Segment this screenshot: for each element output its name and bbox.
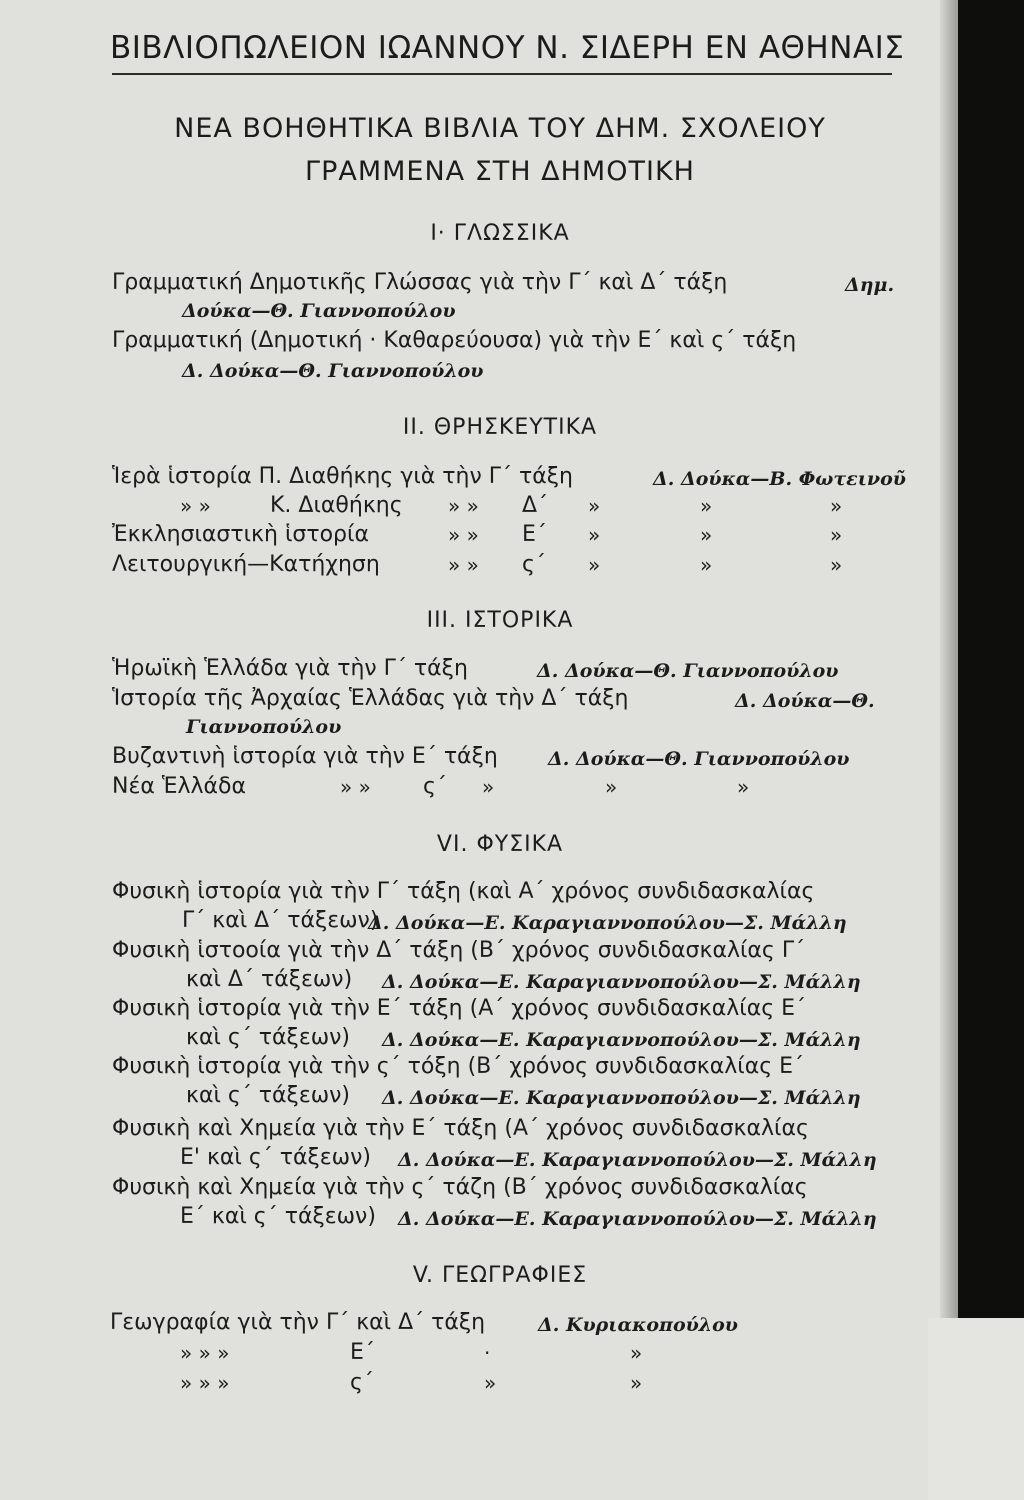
ditto-mark: » » » (180, 1371, 230, 1395)
ditto-mark: » (830, 494, 843, 518)
ditto-mark: » » (448, 494, 479, 518)
book-author: Γιαννοπούλου (186, 716, 342, 738)
book-entry-line: Φυσικὴ ἱστορία γιὰ τὴν Ε΄ τάξη (Α΄ χρόνος συνδιδασκαλίας Ε΄ (112, 996, 807, 1021)
book-entry-line: Ἱστορία τῆς Ἀρχαίας Ἑλλάδας γιὰ τὴν Δ΄ τάξη (112, 686, 629, 711)
book-entry-line: Φυσικὴ καὶ Χημεία γιὰ τὴν Ε΄ τάξη (Α΄ χρόνος συνδιδασκαλίας (112, 1116, 809, 1141)
section-heading-geografies: V. ΓΕΩΓΡΑΦΙΕΣ (412, 1263, 588, 1288)
book-entry-line: Ἐκκλησιαστικὴ ἱστορία (112, 522, 369, 547)
book-entry-line: καὶ ς΄ τάξεων) (186, 1025, 351, 1050)
ditto-mark: » (700, 553, 713, 577)
book-entry-line: Φυσικὴ ἱστορία γιὰ τὴν ς΄ τόξη (Β΄ χρόνος συνδιδασκαλίας Ε΄ (112, 1054, 805, 1079)
book-author: Δ. Δούκα—Ε. Καραγιαννοπούλου—Σ. Μάλλη (382, 971, 861, 993)
ditto-mark: » (630, 1341, 643, 1365)
grade-label: ς΄ (423, 774, 447, 799)
paper-label (928, 1318, 1024, 1500)
header-rule (112, 73, 892, 75)
book-entry-line: καὶ Δ΄ τάξεων) (186, 967, 353, 992)
ditto-mark: » (588, 523, 601, 547)
ditto-mark: » » (448, 523, 479, 547)
book-entry-line: Νέα Ἑλλάδα (112, 774, 246, 799)
grade-label: Δ΄ (522, 493, 549, 518)
ditto-mark: » » (448, 553, 479, 577)
book-entry-line: Βυζαντινὴ ἱστορία γιὰ τὴν Ε΄ τάξη (112, 744, 498, 769)
book-entry-line: Φυσικὴ καὶ Χημεία γιὰ τὴν ς΄ τάζη (Β΄ χρόνος συνδιδασκαλίας (112, 1175, 808, 1200)
section-heading-glossika: Ι· ΓΛΩΣΣΙΚΑ (430, 221, 570, 246)
book-author: Δούκα—Θ. Γιαννοπούλου (182, 300, 456, 322)
ditto-mark: · (484, 1341, 491, 1365)
ditto-mark: » (588, 553, 601, 577)
ditto-mark: » (630, 1371, 643, 1395)
grade-label: ς΄ (522, 552, 546, 577)
book-author: Δ. Δούκα—Ε. Καραγιαννοπούλου—Σ. Μάλλη (398, 1149, 877, 1171)
section-heading-fysika: VI. ΦΥΣΙΚΑ (436, 832, 564, 857)
ditto-mark: » (830, 523, 843, 547)
ditto-mark: » (484, 1371, 497, 1395)
book-entry-line: Φυσικὴ ἱστοοία γιὰ τὴν Δ΄ τάξη (Β΄ χρόνος συνδιδασκαλίας Γ΄ (112, 938, 806, 963)
book-entry-line: Γεωγραφία γιὰ τὴν Γ΄ καὶ Δ΄ τάξη (110, 1310, 486, 1335)
ditto-mark: » » (340, 775, 371, 799)
book-author: Δ. Δούκα—Θ. (735, 690, 875, 712)
ditto-mark: » (737, 775, 750, 799)
grade-label: Ε΄ (350, 1340, 375, 1365)
book-author: Δημ. (845, 274, 895, 296)
book-author: Δ. Δούκα—Θ. Γιαννοπούλου (182, 360, 484, 382)
book-entry-line: Ἡρωϊκὴ Ἑλλάδα γιὰ τὴν Γ΄ τάξη (112, 656, 468, 681)
book-author: Δ. Δούκα—Θ. Γιαννοπούλου (537, 660, 839, 682)
book-author: Δ. Δούκα—Ε. Καραγιαννοπούλου—Σ. Μάλλη (382, 1029, 861, 1051)
book-entry-line: Λειτουργική—Κατήχηση (112, 552, 380, 577)
grade-label: ς΄ (350, 1370, 374, 1395)
book-author: Δ. Κυριακοπούλου (538, 1314, 738, 1336)
book-entry-line: Γραμματική Δημοτικῆς Γλώσσας γιὰ τὴν Γ΄ καὶ Δ΄ τάξη (112, 270, 728, 295)
book-author: Δ. Δούκα—Β. Φωτεινοῦ (653, 468, 906, 490)
book-entry-line: Ἱερὰ ἱστορία Π. Διαθήκης γιὰ τὴν Γ΄ τάξη (112, 464, 573, 489)
book-entry-line: καὶ ς΄ τάξεων) (186, 1083, 351, 1108)
ditto-mark: » » » (180, 1341, 230, 1365)
grade-label: Ε΄ (522, 522, 547, 547)
book-author: Δ. Δούκα—Ε. Καραγιαννοπούλου—Σ. Μάλλη (398, 1208, 877, 1230)
book-entry-line: Γ΄ καὶ Δ΄ τάξεων) (182, 908, 379, 933)
book-author: Δ. Δούκα—Ε. Καραγιαννοπούλου—Σ. Μάλλη (382, 1087, 861, 1109)
section-heading-thriskeftika: ΙΙ. ΘΡΗΣΚΕΥΤΙΚΑ (402, 415, 598, 440)
ditto-mark: » (700, 494, 713, 518)
book-spine (958, 0, 1024, 1500)
catalog-title-line2: ΓΡΑΜΜΕΝΑ ΣΤΗ ΔΗΜΟΤΙΚΗ (305, 156, 695, 187)
ditto-mark: » (830, 553, 843, 577)
book-author: Δ. Δούκα—Θ. Γιαννοπούλου (548, 748, 850, 770)
ditto-mark: » (700, 523, 713, 547)
ditto-mark: » (588, 494, 601, 518)
book-entry-line: Γραμματική (Δημοτική · Καθαρεύουσα) γιὰ τὴν Ε΄ καὶ ς΄ τάξη (112, 328, 797, 353)
section-heading-istorika: ΙΙΙ. ΙΣΤΟΡΙΚΑ (426, 608, 574, 633)
book-entry-line: Ε' καὶ ς΄ τάξεων) (180, 1145, 371, 1170)
book-entry-line: Φυσικὴ ἱστορία γιὰ τὴν Γ΄ τάξη (καὶ Α΄ χρόνος συνδιδασκαλίας (112, 879, 815, 904)
ditto-mark: » » (180, 494, 211, 518)
publisher-header: ΒΙΒΛΙΟΠΩΛΕΙΟΝ ΙΩΑΝΝΟΥ Ν. ΣΙΔΕΡΗ ΕΝ ΑΘΗΝΑΙΣ (110, 30, 905, 66)
catalog-title-line1: ΝΕΑ ΒΟΗΘΗΤΙΚΑ ΒΙΒΛΙΑ ΤΟΥ ΔΗΜ. ΣΧΟΛΕΙΟΥ (174, 113, 826, 144)
book-entry-line: Κ. Διαθήκης (270, 493, 403, 518)
ditto-mark: » (482, 775, 495, 799)
ditto-mark: » (605, 775, 618, 799)
book-author: Δ. Δούκα—Ε. Καραγιαννοπούλου—Σ. Μάλλη (368, 912, 847, 934)
book-entry-line: Ε΄ καὶ ς΄ τάξεων) (180, 1204, 376, 1229)
